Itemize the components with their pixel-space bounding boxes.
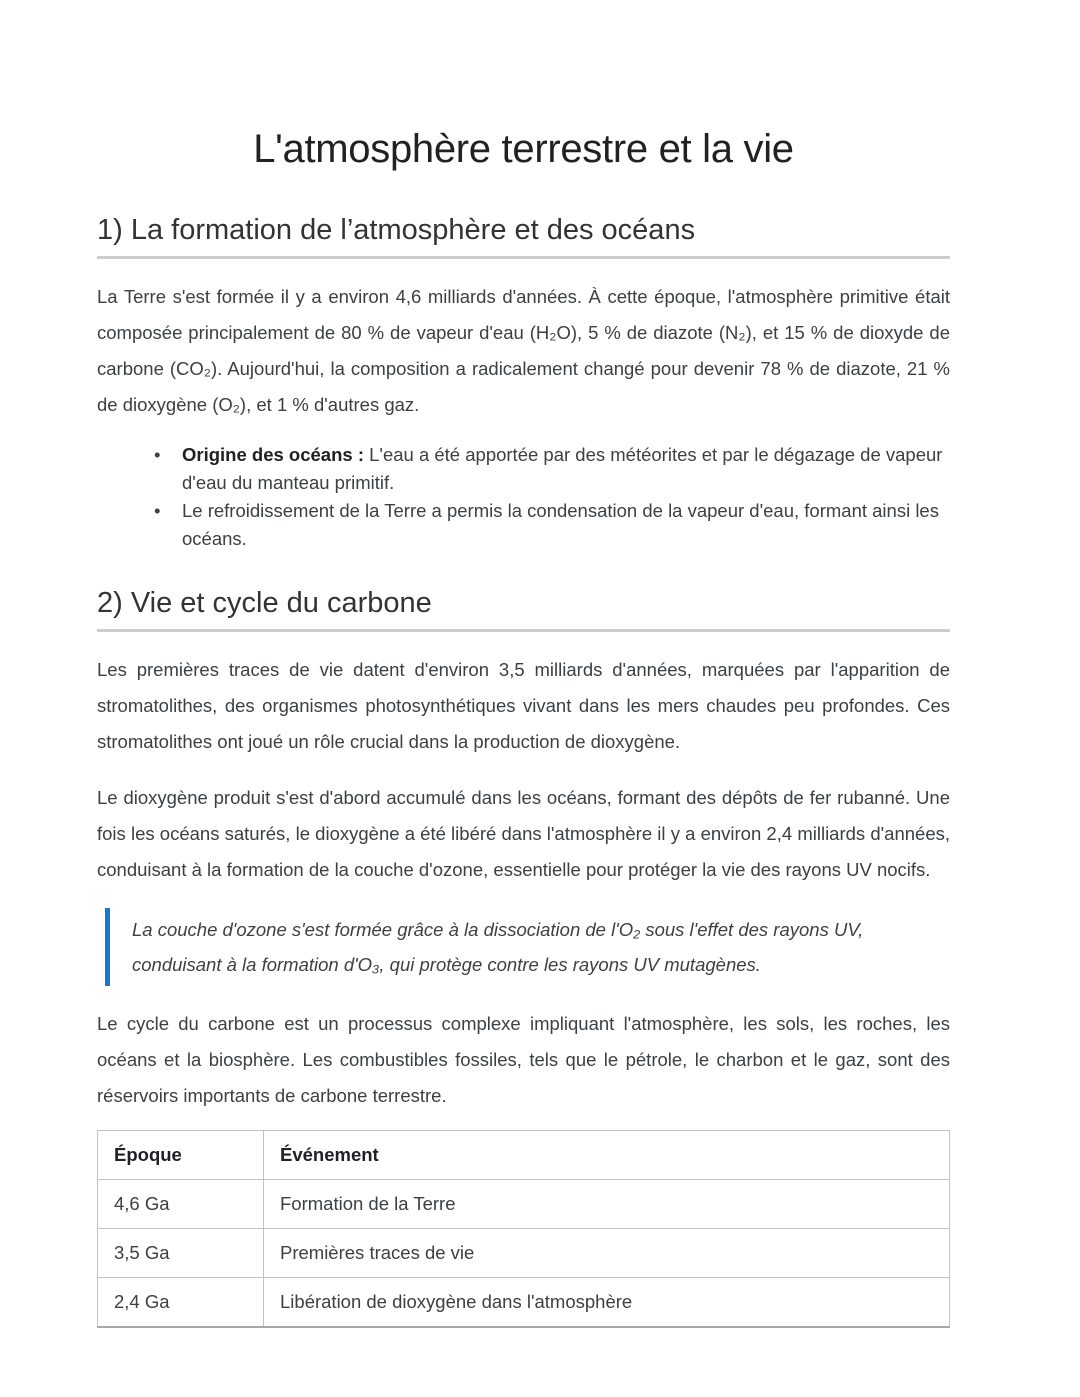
table-row <box>98 1278 950 1328</box>
table-cell-epoch: 3,5 Ga <box>98 1229 264 1278</box>
timeline-table <box>97 1130 950 1328</box>
carbon-paragraph-life-traces: Les premières traces de vie datent d'environ 3,5 milliards d'années, marquées par l'apparition de stromatolithes, des organismes photosynthétiques vivant dans les mers chaudes peu profondes. Ces stromatolithes ont joué un rôle crucial dans la production de dioxygène. <box>97 659 950 752</box>
list-item-text: Le refroidissement de la Terre a permis la condensation de la vapeur d'eau, formant ainsi les océans. <box>182 500 939 549</box>
table-cell-event: Premières traces de vie <box>264 1229 950 1278</box>
section-1-heading: 1) La formation de l’atmosphère et des océans <box>97 212 950 259</box>
table-cell-event: Formation de la Terre <box>264 1180 950 1229</box>
section-carbon-cycle <box>97 585 950 1328</box>
carbon-paragraph-oxygen: Le dioxygène produit s'est d'abord accumulé dans les océans, formant des dépôts de fer rubanné. Une fois les océans saturés, le dioxygène a été libéré dans l'atmosphère il y a environ 2,4 milliards d'années, conduisant à la formation de la couche d'ozone, essentielle pour protéger la vie des rayons UV nocifs. <box>97 787 950 880</box>
table-cell-epoch: 4,6 Ga <box>98 1180 264 1229</box>
list-item-cooling <box>182 497 950 553</box>
table-cell-event: Libération de dioxygène dans l'atmosphère <box>264 1278 950 1328</box>
section-2-heading: 2) Vie et cycle du carbone <box>97 585 950 632</box>
table-row <box>98 1229 950 1278</box>
carbon-paragraph-reservoirs: Le cycle du carbone est un processus complexe impliquant l'atmosphère, les sols, les roches, les océans et la biosphère. Les combustibles fossiles, tels que le pétrole, le charbon et le gaz, sont des réservoirs importants de carbone terrestre. <box>97 1013 950 1106</box>
table-row <box>98 1180 950 1229</box>
list-item-ocean-origin <box>182 441 950 497</box>
ocean-origin-list <box>97 441 950 553</box>
section-atmosphere-formation <box>97 212 950 553</box>
table-header-row <box>98 1131 950 1180</box>
list-item-lead: Origine des océans : <box>182 444 364 465</box>
section-1-paragraph: La Terre s'est formée il y a environ 4,6 milliards d'années. À cette époque, l'atmosphère primitive était composée principalement de 80 % de vapeur d'eau (H₂O), 5 % de diazote (N₂), et 15 % de dioxyde de carbone (CO₂). Aujourd'hui, la composition a radicalement changé pour devenir 78 % de diazote, 21 % de dioxygène (O₂), et 1 % d'autres gaz. <box>97 286 950 415</box>
table-header-event: Événement <box>264 1131 950 1180</box>
page-title: L'atmosphère terrestre et la vie <box>253 127 794 171</box>
ozone-callout-text: La couche d'ozone s'est formée grâce à la dissociation de l'O₂ sous l'effet des rayons UV, conduisant à la formation d'O₃, qui protège contre les rayons UV mutagènes. <box>132 919 864 975</box>
list-item-text: L'eau a été apportée par des météorites et par le dégazage de vapeur d'eau du manteau primitif. <box>182 444 943 493</box>
document-page <box>97 0 950 1328</box>
ozone-callout <box>105 908 950 986</box>
table-cell-epoch: 2,4 Ga <box>98 1278 264 1328</box>
table-header-epoch: Époque <box>98 1131 264 1180</box>
